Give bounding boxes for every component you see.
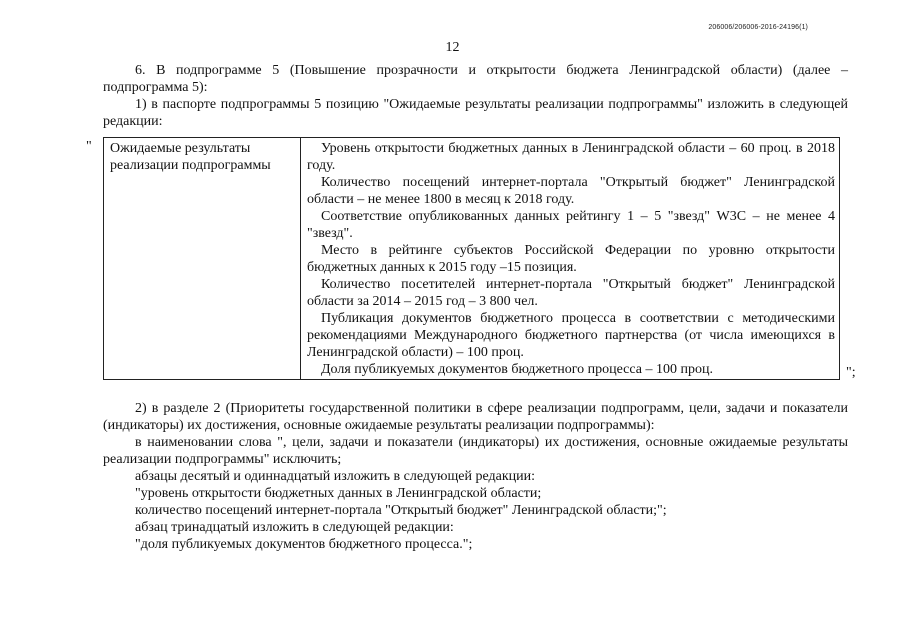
table-open-quote: ": [86, 139, 92, 154]
passport-table: [103, 137, 840, 380]
result-item: Уровень открытости бюджетных данных в Ленинградской области – 60 проц. в 2018 году.: [307, 141, 835, 173]
paragraph-new-13: "доля публикуемых документов бюджетного процесса.";: [135, 537, 473, 552]
paragraph-new-10: "уровень открытости бюджетных данных в Ленинградской области;: [135, 486, 542, 501]
paragraph-name-change: в наименовании слова ", цели, задачи и показатели (индикаторы) их достижения, основные ожидаемые результаты реализации подпрограммы" исключить;: [103, 435, 848, 467]
paragraph-6: 6. В подпрограмме 5 (Повышение прозрачности и открытости бюджета Ленинградской области) (далее – подпрограмма 5):: [103, 63, 848, 95]
paragraph-new-11: количество посещений интернет-портала "Открытый бюджет" Ленинградской области;";: [135, 503, 667, 518]
document-code: 206006/206006-2016-24196(1): [708, 24, 808, 31]
result-item: Публикация документов бюджетного процесса в соответствии с методическими рекомендациями Международного бюджетного партнерства (от числа имеющихся в Ленинградской области) – 100 проц.: [307, 311, 835, 360]
paragraph-abzac-10-11: абзацы десятый и одиннадцатый изложить в следующей редакции:: [135, 469, 535, 484]
section-2-block: [103, 400, 848, 553]
paragraph-2: 2) в разделе 2 (Приоритеты государственной политики в сфере реализации подпрограмм, цели, задачи и показатели (индикаторы) их достижения, основные ожидаемые результаты реализации подпрограммы):: [103, 401, 848, 433]
table-close-quote: ";: [846, 365, 856, 380]
table-row: [104, 138, 840, 380]
page-number: 12: [445, 40, 460, 55]
result-item: Соответствие опубликованных данных рейтингу 1 – 5 "звезд" W3C – не менее 4 "звезд".: [307, 209, 835, 241]
result-item: Доля публикуемых документов бюджетного процесса – 100 проц.: [321, 362, 713, 377]
table-value-cell: [301, 138, 840, 380]
paragraph-6-1: 1) в паспорте подпрограммы 5 позицию "Ожидаемые результаты реализации подпрограммы" изложить в следующей редакции:: [103, 97, 848, 129]
table-label-cell: Ожидаемые результаты реализации подпрограммы: [104, 138, 301, 380]
result-item: Место в рейтинге субъектов Российской Федерации по уровню открытости бюджетных данных к 2015 году –15 позиция.: [307, 243, 835, 275]
intro-block: [103, 62, 848, 130]
paragraph-abzac-13: абзац тринадцатый изложить в следующей редакции:: [135, 520, 454, 535]
result-item: Количество посещений интернет-портала "Открытый бюджет" Ленинградской области – не менее 1800 в месяц к 2018 году.: [307, 175, 835, 207]
result-item: Количество посетителей интернет-портала "Открытый бюджет" Ленинградской области за 2014 – 2015 год – 3 800 чел.: [307, 277, 835, 309]
